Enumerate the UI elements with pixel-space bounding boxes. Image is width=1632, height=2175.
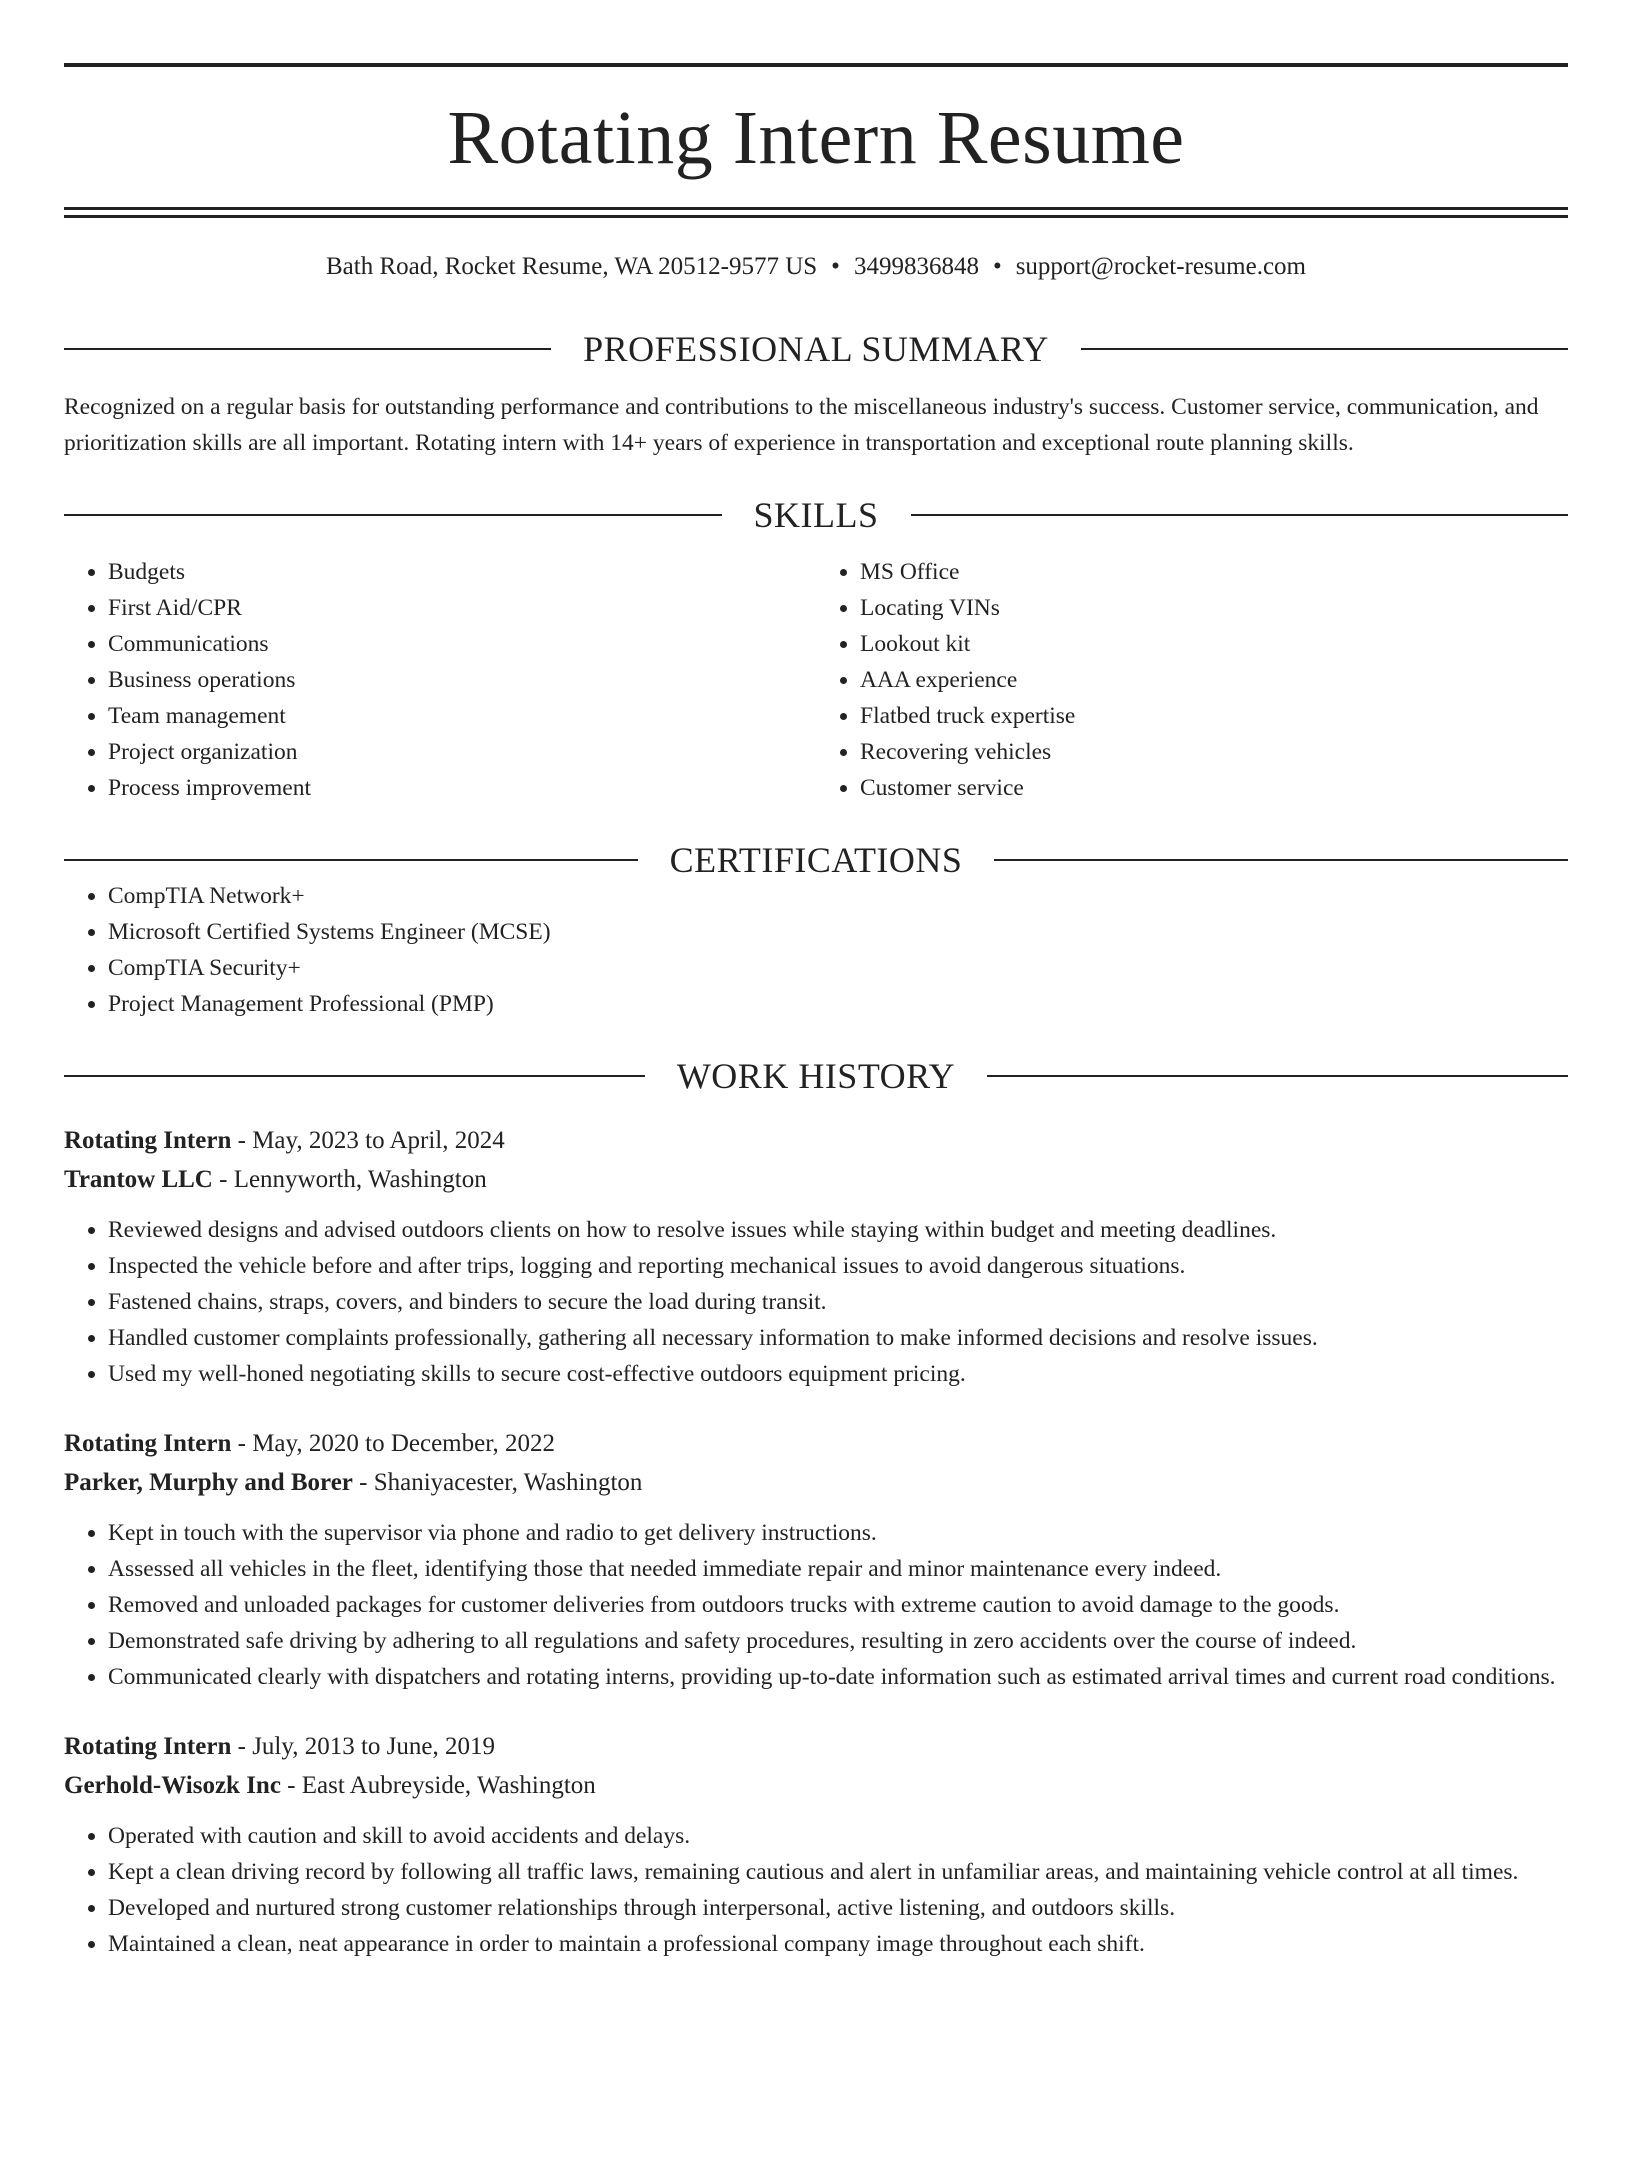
job-title-line (64, 1424, 1568, 1463)
skill-item: • Communications (108, 626, 816, 662)
job-duty: • Assessed all vehicles in the fleet, identifying those that needed immediate repair and minor maintenance every indeed. (108, 1551, 1568, 1587)
skill-item: • Team management (108, 698, 816, 734)
skill-item: • Customer service (860, 770, 1568, 806)
skills-list-left (64, 554, 816, 806)
job-title-line (64, 1121, 1568, 1160)
heading-rule-right (987, 1075, 1568, 1077)
job-duty: • Removed and unloaded packages for customer deliveries from outdoors trucks with extreme caution to avoid damage to the goods. (108, 1587, 1568, 1623)
certifications-section-heading (64, 842, 1568, 878)
skill-item: • Process improvement (108, 770, 816, 806)
job-duty: • Communicated clearly with dispatchers and rotating interns, providing up-to-date information such as estimated arrival times and current road conditions. (108, 1659, 1568, 1695)
skills-heading: SKILLS (753, 495, 879, 535)
job-duty: • Kept in touch with the supervisor via phone and radio to get delivery instructions. (108, 1515, 1568, 1551)
job-duty: • Reviewed designs and advised outdoors clients on how to resolve issues while staying within budget and meeting deadlines. (108, 1212, 1568, 1248)
job-location: East Aubreyside, Washington (301, 1772, 596, 1799)
heading-rule-right (994, 859, 1568, 861)
work-history-section-heading (64, 1058, 1568, 1094)
contact-address: Bath Road, Rocket Resume, WA 20512-9577 US (325, 253, 818, 280)
summary-heading: PROFESSIONAL SUMMARY (583, 329, 1049, 369)
job-duty: • Developed and nurtured strong customer relationships through interpersonal, active listening, and outdoors skills. (108, 1890, 1568, 1926)
summary-section-heading (64, 331, 1568, 367)
job-title: Rotating Intern (64, 1127, 232, 1154)
skill-item: • Flatbed truck expertise (860, 698, 1568, 734)
summary-text: Recognized on a regular basis for outstanding performance and contributions to the miscellaneous industry's success. Customer service, communication, and prioritization skills are all important. Rotating intern with 14+ years of experience in transportation and exceptional route planning skills. (64, 394, 1539, 456)
job-company-line (64, 1766, 1568, 1805)
skills-section-heading (64, 497, 1568, 533)
job-entry (64, 1424, 1568, 1695)
heading-rule-left (64, 514, 722, 516)
certification-item: • CompTIA Security+ (108, 950, 1568, 986)
certifications-list (64, 878, 1568, 1022)
job-duties-list (64, 1515, 1568, 1695)
job-dates: May, 2020 to December, 2022 (252, 1430, 556, 1457)
contact-separator: • (831, 253, 840, 280)
heading-rule-right (1081, 348, 1568, 350)
heading-rule-left (64, 1075, 645, 1077)
job-duty: • Used my well-honed negotiating skills to secure cost-effective outdoors equipment pricing. (108, 1356, 1568, 1392)
dash: - (231, 1127, 253, 1154)
skills-columns (64, 554, 1568, 806)
certification-item: • CompTIA Network+ (108, 878, 1568, 914)
contact-phone: 3499836848 (853, 253, 979, 280)
skill-item: • Project organization (108, 734, 816, 770)
skills-list-right (816, 554, 1568, 806)
contact-line (64, 254, 1568, 279)
job-duties-list (64, 1212, 1568, 1392)
title-double-rule (64, 207, 1568, 218)
job-entry (64, 1121, 1568, 1392)
job-company: Gerhold-Wisozk Inc (64, 1772, 281, 1799)
skill-item: • Recovering vehicles (860, 734, 1568, 770)
certification-item: • Microsoft Certified Systems Engineer (MCSE) (108, 914, 1568, 950)
job-duty: • Operated with caution and skill to avoid accidents and delays. (108, 1818, 1568, 1854)
job-dates: May, 2023 to April, 2024 (252, 1127, 505, 1154)
job-company: Parker, Murphy and Borer (64, 1469, 353, 1496)
certifications-heading: CERTIFICATIONS (669, 840, 963, 880)
heading-rule-left (64, 859, 638, 861)
job-location: Shaniyacester, Washington (373, 1469, 643, 1496)
dash: - (352, 1469, 374, 1496)
job-title-line (64, 1727, 1568, 1766)
job-dates: July, 2013 to June, 2019 (252, 1733, 496, 1760)
skill-item: • Lookout kit (860, 626, 1568, 662)
job-entry (64, 1727, 1568, 1962)
contact-separator: • (992, 253, 1002, 280)
job-duty: • Kept a clean driving record by following all traffic laws, remaining cautious and alert in unfamiliar areas, and maintaining vehicle control at all times. (108, 1854, 1568, 1890)
job-duty: • Demonstrated safe driving by adhering to all regulations and safety procedures, resulting in zero accidents over the course of indeed. (108, 1623, 1568, 1659)
skill-item: • First Aid/CPR (108, 590, 816, 626)
job-company-line (64, 1160, 1568, 1199)
dash: - (280, 1772, 302, 1799)
job-company-line (64, 1463, 1568, 1502)
job-title: Rotating Intern (64, 1733, 232, 1760)
job-duty: • Handled customer complaints professionally, gathering all necessary information to make informed decisions and resolve issues. (108, 1320, 1568, 1356)
job-duty: • Inspected the vehicle before and after trips, logging and reporting mechanical issues to avoid dangerous situations. (108, 1248, 1568, 1284)
job-title: Rotating Intern (64, 1430, 232, 1457)
resume-title: Rotating Intern Resume (447, 96, 1185, 180)
dash: - (231, 1430, 253, 1457)
dash: - (212, 1166, 234, 1193)
top-rule (64, 63, 1568, 67)
job-duty: • Fastened chains, straps, covers, and binders to secure the load during transit. (108, 1284, 1568, 1320)
skill-item: • Locating VINs (860, 590, 1568, 626)
skill-item: • Budgets (108, 554, 816, 590)
heading-rule-left (64, 348, 551, 350)
contact-email[interactable]: support@rocket-resume.com (1015, 253, 1306, 280)
job-duty: • Maintained a clean, neat appearance in order to maintain a professional company image throughout each shift. (108, 1926, 1568, 1962)
job-duties-list (64, 1818, 1568, 1962)
skill-item: • MS Office (860, 554, 1568, 590)
skill-item: • AAA experience (860, 662, 1568, 698)
heading-rule-right (911, 514, 1569, 516)
skill-item: • Business operations (108, 662, 816, 698)
job-company: Trantow LLC (64, 1166, 213, 1193)
resume-page (0, 63, 1632, 2175)
job-location: Lennyworth, Washington (233, 1166, 487, 1193)
certification-item: • Project Management Professional (PMP) (108, 986, 1568, 1022)
work-history-heading: WORK HISTORY (676, 1056, 956, 1096)
dash: - (231, 1733, 253, 1760)
